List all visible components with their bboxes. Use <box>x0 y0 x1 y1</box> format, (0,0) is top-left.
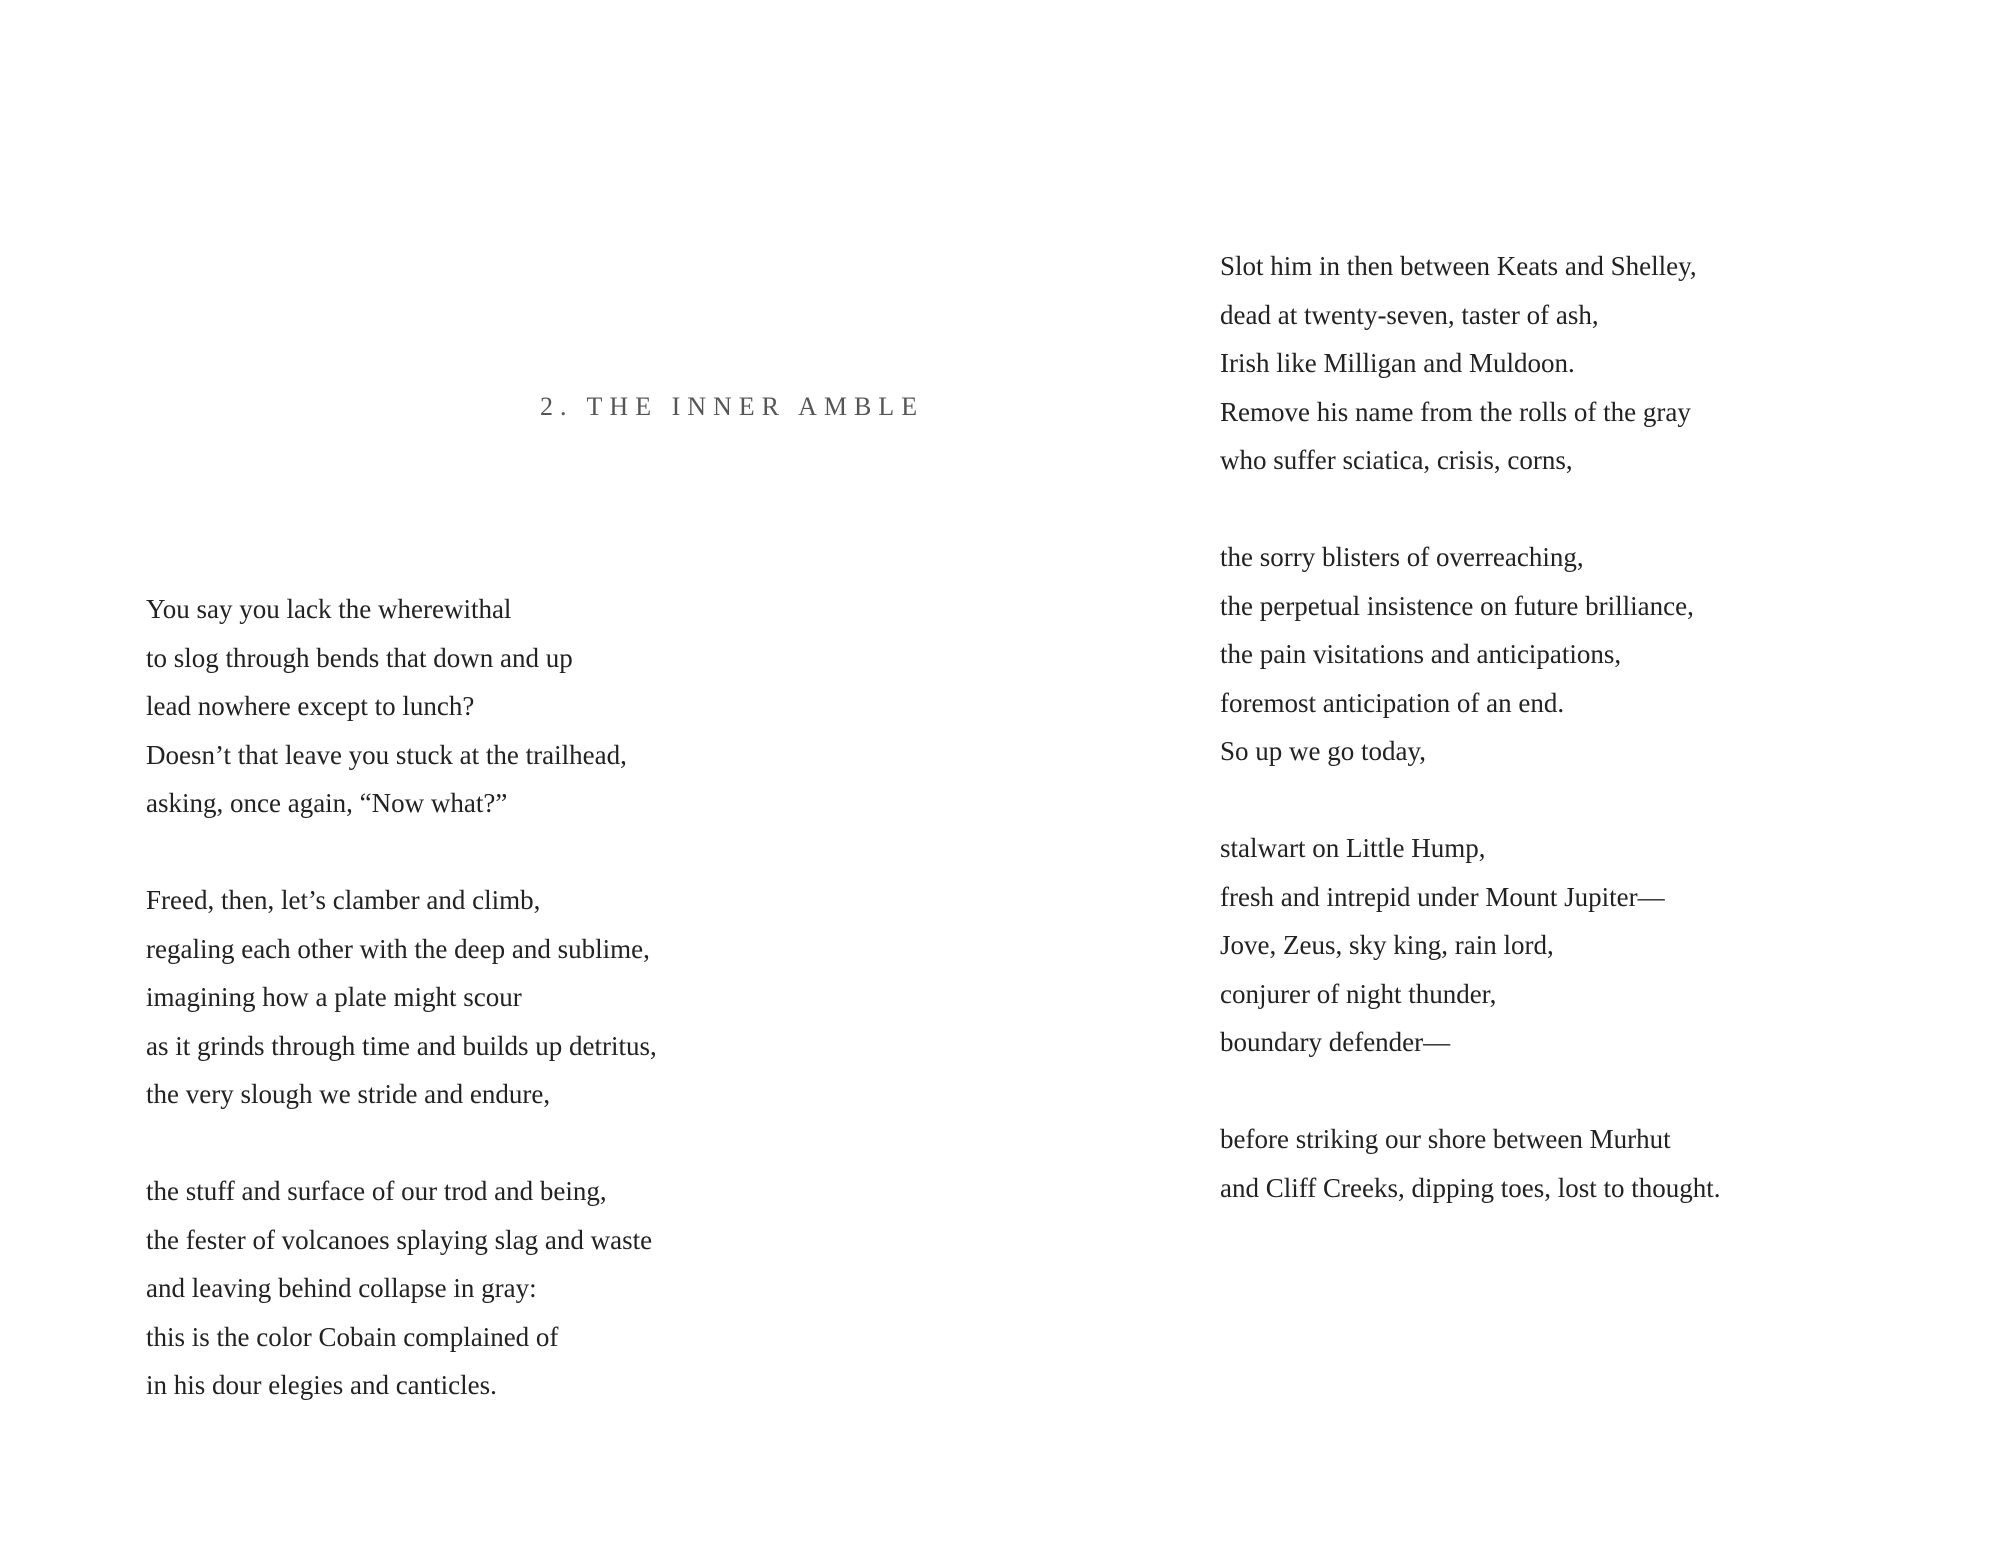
poem-line: You say you lack the wherewithal <box>146 594 512 624</box>
poem-line: stalwart on Little Hump, <box>1220 833 1486 863</box>
poem-line: the stuff and surface of our trod and being, <box>146 1176 607 1206</box>
poem-line: Freed, then, let’s clamber and climb, <box>146 885 541 915</box>
poem-line: conjurer of night thunder, <box>1220 978 1497 1009</box>
poem-line: Remove his name from the rolls of the gray <box>1220 396 1691 427</box>
poem-line: dead at twenty-seven, taster of ash, <box>1220 299 1599 330</box>
stanza <box>1220 824 1720 1067</box>
poem-line: Doesn’t that leave you stuck at the trailhead, <box>146 739 627 770</box>
poem-line: imagining how a plate might scour <box>146 982 522 1012</box>
poem-line: who suffer sciatica, crisis, corns, <box>1220 445 1573 475</box>
stanza <box>146 876 657 1119</box>
poem-line: Slot him in then between Keats and Shelley, <box>1220 251 1697 281</box>
poem-line: in his dour elegies and canticles. <box>146 1370 497 1400</box>
poem-line: this is the color Cobain complained of <box>146 1321 559 1352</box>
section-title: 2. THE INNER AMBLE <box>540 392 925 421</box>
stanza <box>146 585 657 828</box>
poem-line: the perpetual insistence on future brilliance, <box>1220 590 1694 621</box>
poem-line: to slog through bends that down and up <box>146 642 573 673</box>
poem-line: So up we go today, <box>1220 736 1426 766</box>
poem-line: the very slough we stride and endure, <box>146 1079 551 1109</box>
right-poem-body <box>1220 242 1720 1261</box>
stanza <box>146 1167 657 1410</box>
left-poem-body <box>146 585 657 1458</box>
poem-line: boundary defender— <box>1220 1027 1451 1057</box>
poem-line: the fester of volcanoes splaying slag and waste <box>146 1224 653 1255</box>
stanza <box>1220 533 1720 776</box>
poem-line: Irish like Milligan and Muldoon. <box>1220 348 1575 378</box>
right-page <box>1000 0 2000 1545</box>
poem-line: and leaving behind collapse in gray: <box>146 1273 537 1303</box>
stanza <box>1220 1115 1720 1212</box>
poem-line: foremost anticipation of an end. <box>1220 687 1565 718</box>
poem-line: before striking our shore between Murhut <box>1220 1124 1671 1154</box>
poem-line: regaling each other with the deep and sublime, <box>146 933 650 964</box>
stanza <box>1220 242 1720 485</box>
poem-line: and Cliff Creeks, dipping toes, lost to thought. <box>1220 1172 1721 1203</box>
poem-line: the sorry blisters of overreaching, <box>1220 542 1584 572</box>
poem-line: lead nowhere except to lunch? <box>146 691 475 721</box>
poem-line: as it grinds through time and builds up detritus, <box>146 1030 657 1061</box>
poem-line: the pain visitations and anticipations, <box>1220 639 1622 669</box>
poem-line: fresh and intrepid under Mount Jupiter— <box>1220 881 1665 912</box>
poem-line: asking, once again, “Now what?” <box>146 788 508 818</box>
poem-line: Jove, Zeus, sky king, rain lord, <box>1220 930 1554 960</box>
